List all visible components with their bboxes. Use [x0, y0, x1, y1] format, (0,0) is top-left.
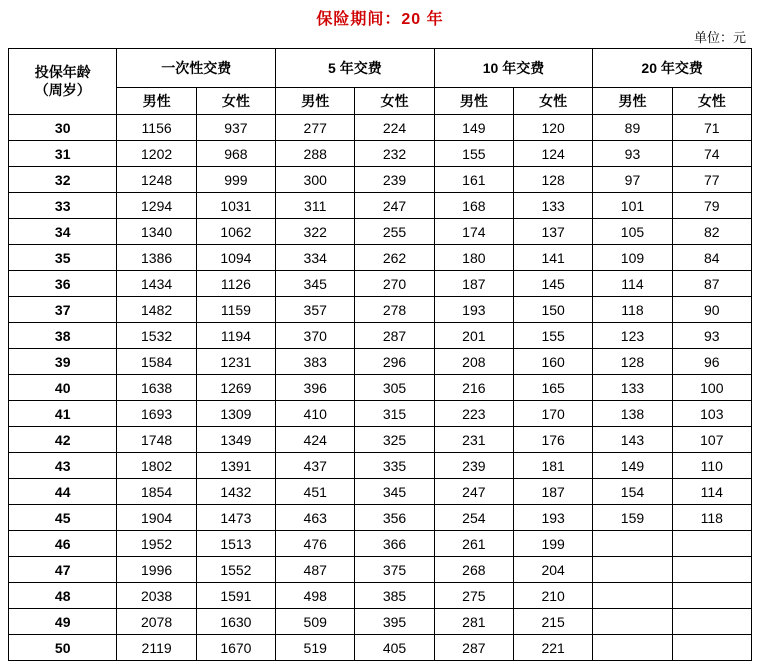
cell-premium — [593, 531, 672, 557]
cell-premium: 93 — [672, 323, 751, 349]
cell-premium: 395 — [355, 609, 434, 635]
cell-premium: 124 — [514, 141, 593, 167]
cell-premium: 1434 — [117, 271, 196, 297]
table-row — [9, 583, 752, 609]
cell-premium — [593, 557, 672, 583]
table-header-row-groups — [9, 49, 752, 88]
cell-premium: 424 — [276, 427, 355, 453]
cell-premium: 1904 — [117, 505, 196, 531]
cell-age: 44 — [9, 479, 117, 505]
cell-premium: 277 — [276, 115, 355, 141]
cell-premium: 287 — [355, 323, 434, 349]
cell-premium: 96 — [672, 349, 751, 375]
table-row — [9, 193, 752, 219]
cell-premium: 322 — [276, 219, 355, 245]
table-row — [9, 635, 752, 661]
cell-premium: 375 — [355, 557, 434, 583]
cell-premium: 1952 — [117, 531, 196, 557]
cell-premium: 1194 — [196, 323, 275, 349]
cell-premium: 1532 — [117, 323, 196, 349]
table-row — [9, 219, 752, 245]
table-row — [9, 609, 752, 635]
cell-premium — [672, 635, 751, 661]
cell-premium: 300 — [276, 167, 355, 193]
cell-premium: 268 — [434, 557, 513, 583]
cell-premium: 204 — [514, 557, 593, 583]
cell-premium: 128 — [514, 167, 593, 193]
cell-age: 47 — [9, 557, 117, 583]
cell-premium: 71 — [672, 115, 751, 141]
table-row — [9, 141, 752, 167]
cell-premium: 133 — [514, 193, 593, 219]
column-group-lump-sum: 一次性交费 — [117, 49, 276, 88]
cell-premium: 1386 — [117, 245, 196, 271]
cell-premium: 118 — [672, 505, 751, 531]
cell-age: 34 — [9, 219, 117, 245]
cell-premium: 87 — [672, 271, 751, 297]
cell-premium: 180 — [434, 245, 513, 271]
cell-premium: 1748 — [117, 427, 196, 453]
table-row — [9, 245, 752, 271]
cell-age: 35 — [9, 245, 117, 271]
cell-premium: 451 — [276, 479, 355, 505]
table-header — [9, 49, 752, 115]
cell-premium: 1996 — [117, 557, 196, 583]
cell-premium: 437 — [276, 453, 355, 479]
cell-premium: 165 — [514, 375, 593, 401]
cell-age: 30 — [9, 115, 117, 141]
unit-note: 单位：元 — [693, 30, 746, 45]
table-row — [9, 427, 752, 453]
cell-age: 33 — [9, 193, 117, 219]
cell-premium: 509 — [276, 609, 355, 635]
cell-premium: 1248 — [117, 167, 196, 193]
column-header-gender: 男性 — [117, 88, 196, 115]
cell-premium: 120 — [514, 115, 593, 141]
cell-premium: 114 — [593, 271, 672, 297]
cell-premium: 1349 — [196, 427, 275, 453]
cell-premium: 103 — [672, 401, 751, 427]
cell-premium: 296 — [355, 349, 434, 375]
cell-premium: 1638 — [117, 375, 196, 401]
cell-age: 42 — [9, 427, 117, 453]
table-row — [9, 349, 752, 375]
cell-premium: 239 — [434, 453, 513, 479]
cell-age: 48 — [9, 583, 117, 609]
cell-premium: 2038 — [117, 583, 196, 609]
cell-premium: 1854 — [117, 479, 196, 505]
cell-premium: 154 — [593, 479, 672, 505]
cell-premium: 410 — [276, 401, 355, 427]
column-group-10-year: 10 年交费 — [434, 49, 593, 88]
cell-premium: 145 — [514, 271, 593, 297]
cell-premium: 89 — [593, 115, 672, 141]
cell-premium: 1031 — [196, 193, 275, 219]
cell-premium: 255 — [355, 219, 434, 245]
cell-premium: 345 — [276, 271, 355, 297]
cell-age: 43 — [9, 453, 117, 479]
cell-premium: 1269 — [196, 375, 275, 401]
cell-premium: 335 — [355, 453, 434, 479]
column-header-gender: 女性 — [355, 88, 434, 115]
table-row — [9, 401, 752, 427]
cell-premium: 254 — [434, 505, 513, 531]
cell-premium: 231 — [434, 427, 513, 453]
cell-premium: 223 — [434, 401, 513, 427]
table-row — [9, 115, 752, 141]
cell-premium: 1156 — [117, 115, 196, 141]
table-row — [9, 323, 752, 349]
cell-premium: 109 — [593, 245, 672, 271]
cell-premium: 1670 — [196, 635, 275, 661]
cell-premium: 1309 — [196, 401, 275, 427]
cell-age: 45 — [9, 505, 117, 531]
cell-premium: 138 — [593, 401, 672, 427]
cell-premium: 370 — [276, 323, 355, 349]
cell-premium: 123 — [593, 323, 672, 349]
cell-premium: 193 — [434, 297, 513, 323]
cell-premium: 1202 — [117, 141, 196, 167]
table-header-row-gender — [9, 88, 752, 115]
cell-premium: 174 — [434, 219, 513, 245]
cell-premium: 221 — [514, 635, 593, 661]
cell-premium: 385 — [355, 583, 434, 609]
cell-premium: 275 — [434, 583, 513, 609]
cell-premium: 1231 — [196, 349, 275, 375]
cell-premium: 1552 — [196, 557, 275, 583]
cell-premium: 149 — [593, 453, 672, 479]
cell-premium: 287 — [434, 635, 513, 661]
cell-premium: 181 — [514, 453, 593, 479]
cell-premium: 82 — [672, 219, 751, 245]
cell-premium: 1630 — [196, 609, 275, 635]
age-header-line1: 投保年龄 — [34, 64, 91, 80]
cell-age: 50 — [9, 635, 117, 661]
premium-rate-table — [8, 48, 752, 661]
cell-premium: 114 — [672, 479, 751, 505]
cell-premium: 356 — [355, 505, 434, 531]
cell-age: 31 — [9, 141, 117, 167]
cell-premium: 105 — [593, 219, 672, 245]
cell-premium: 118 — [593, 297, 672, 323]
cell-premium: 1159 — [196, 297, 275, 323]
cell-premium: 84 — [672, 245, 751, 271]
cell-premium: 1391 — [196, 453, 275, 479]
column-header-gender: 女性 — [672, 88, 751, 115]
table-body — [9, 115, 752, 661]
cell-premium: 311 — [276, 193, 355, 219]
cell-premium: 187 — [434, 271, 513, 297]
cell-premium: 155 — [514, 323, 593, 349]
cell-premium: 168 — [434, 193, 513, 219]
cell-premium: 270 — [355, 271, 434, 297]
cell-premium: 463 — [276, 505, 355, 531]
column-header-gender: 女性 — [514, 88, 593, 115]
cell-premium: 487 — [276, 557, 355, 583]
table-row — [9, 453, 752, 479]
cell-premium: 107 — [672, 427, 751, 453]
cell-premium: 968 — [196, 141, 275, 167]
cell-age: 32 — [9, 167, 117, 193]
cell-premium: 1094 — [196, 245, 275, 271]
cell-premium: 498 — [276, 583, 355, 609]
table-row — [9, 271, 752, 297]
cell-premium: 90 — [672, 297, 751, 323]
cell-age: 36 — [9, 271, 117, 297]
cell-premium: 334 — [276, 245, 355, 271]
cell-premium: 247 — [434, 479, 513, 505]
cell-premium: 366 — [355, 531, 434, 557]
cell-premium: 239 — [355, 167, 434, 193]
cell-premium — [672, 609, 751, 635]
cell-premium: 160 — [514, 349, 593, 375]
cell-premium: 1693 — [117, 401, 196, 427]
cell-premium: 1802 — [117, 453, 196, 479]
cell-premium: 201 — [434, 323, 513, 349]
table-row — [9, 505, 752, 531]
cell-premium — [672, 557, 751, 583]
cell-premium: 176 — [514, 427, 593, 453]
cell-premium: 999 — [196, 167, 275, 193]
cell-premium: 149 — [434, 115, 513, 141]
cell-premium: 315 — [355, 401, 434, 427]
column-header-age — [9, 49, 117, 115]
cell-premium: 345 — [355, 479, 434, 505]
table-row — [9, 557, 752, 583]
cell-premium: 405 — [355, 635, 434, 661]
cell-premium: 141 — [514, 245, 593, 271]
cell-premium: 128 — [593, 349, 672, 375]
cell-premium: 288 — [276, 141, 355, 167]
cell-premium: 155 — [434, 141, 513, 167]
table-row — [9, 531, 752, 557]
cell-premium: 193 — [514, 505, 593, 531]
cell-premium — [672, 583, 751, 609]
cell-premium: 476 — [276, 531, 355, 557]
page-title: 保险期间：20 年 — [316, 11, 444, 28]
column-header-gender: 男性 — [434, 88, 513, 115]
cell-premium: 247 — [355, 193, 434, 219]
cell-premium: 396 — [276, 375, 355, 401]
cell-premium — [593, 609, 672, 635]
cell-premium: 305 — [355, 375, 434, 401]
cell-premium: 1513 — [196, 531, 275, 557]
age-header-line2: （周岁） — [34, 81, 91, 98]
cell-premium: 97 — [593, 167, 672, 193]
cell-premium: 2078 — [117, 609, 196, 635]
cell-age: 49 — [9, 609, 117, 635]
cell-premium — [593, 635, 672, 661]
cell-premium: 1584 — [117, 349, 196, 375]
cell-age: 40 — [9, 375, 117, 401]
cell-premium: 208 — [434, 349, 513, 375]
cell-premium: 1432 — [196, 479, 275, 505]
cell-premium: 281 — [434, 609, 513, 635]
cell-premium: 261 — [434, 531, 513, 557]
cell-premium: 187 — [514, 479, 593, 505]
cell-premium: 519 — [276, 635, 355, 661]
cell-premium: 110 — [672, 453, 751, 479]
cell-premium: 278 — [355, 297, 434, 323]
cell-premium: 1340 — [117, 219, 196, 245]
table-row — [9, 167, 752, 193]
cell-age: 46 — [9, 531, 117, 557]
cell-premium: 159 — [593, 505, 672, 531]
cell-premium — [672, 531, 751, 557]
cell-premium: 93 — [593, 141, 672, 167]
table-row — [9, 479, 752, 505]
cell-premium: 101 — [593, 193, 672, 219]
cell-premium: 215 — [514, 609, 593, 635]
cell-premium: 1473 — [196, 505, 275, 531]
column-header-gender: 男性 — [593, 88, 672, 115]
cell-premium: 1482 — [117, 297, 196, 323]
cell-premium: 150 — [514, 297, 593, 323]
cell-premium: 1126 — [196, 271, 275, 297]
cell-premium: 161 — [434, 167, 513, 193]
cell-age: 37 — [9, 297, 117, 323]
cell-premium: 133 — [593, 375, 672, 401]
cell-premium: 79 — [672, 193, 751, 219]
cell-premium: 210 — [514, 583, 593, 609]
column-header-gender: 女性 — [196, 88, 275, 115]
cell-premium: 170 — [514, 401, 593, 427]
cell-premium: 1591 — [196, 583, 275, 609]
cell-premium — [593, 583, 672, 609]
cell-premium: 143 — [593, 427, 672, 453]
cell-premium: 224 — [355, 115, 434, 141]
table-row — [9, 375, 752, 401]
cell-premium: 74 — [672, 141, 751, 167]
cell-premium: 937 — [196, 115, 275, 141]
cell-premium: 199 — [514, 531, 593, 557]
cell-premium: 100 — [672, 375, 751, 401]
cell-premium: 216 — [434, 375, 513, 401]
column-group-5-year: 5 年交费 — [276, 49, 435, 88]
cell-premium: 2119 — [117, 635, 196, 661]
column-header-gender: 男性 — [276, 88, 355, 115]
cell-premium: 77 — [672, 167, 751, 193]
cell-premium: 357 — [276, 297, 355, 323]
column-group-20-year: 20 年交费 — [593, 49, 752, 88]
cell-premium: 325 — [355, 427, 434, 453]
cell-premium: 232 — [355, 141, 434, 167]
cell-premium: 383 — [276, 349, 355, 375]
cell-age: 41 — [9, 401, 117, 427]
cell-premium: 262 — [355, 245, 434, 271]
cell-premium: 1294 — [117, 193, 196, 219]
cell-age: 39 — [9, 349, 117, 375]
cell-age: 38 — [9, 323, 117, 349]
cell-premium: 137 — [514, 219, 593, 245]
cell-premium: 1062 — [196, 219, 275, 245]
table-row — [9, 297, 752, 323]
